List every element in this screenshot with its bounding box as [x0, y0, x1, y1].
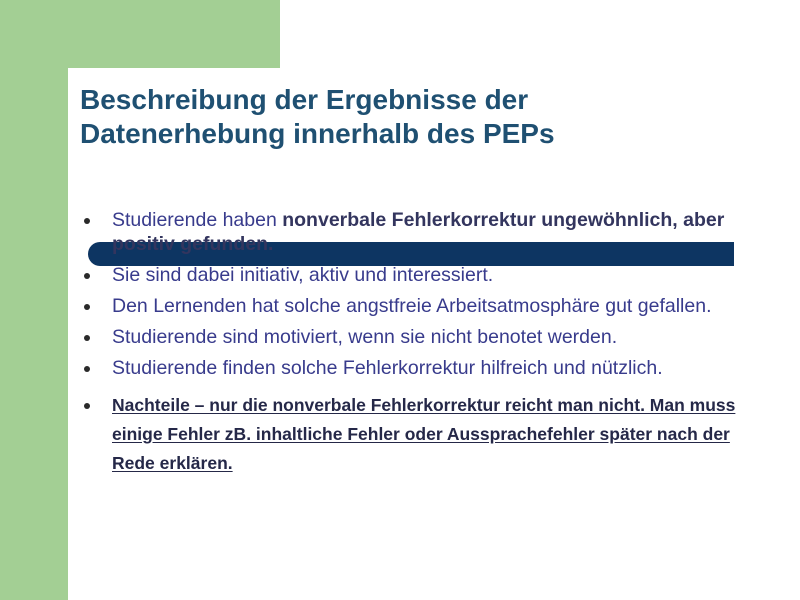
green-accent-left — [0, 0, 68, 600]
bullet-item — [84, 325, 764, 349]
bullet-icon — [84, 335, 90, 341]
bullet-text: Studierende haben — [112, 209, 283, 231]
bullet-list — [84, 208, 764, 485]
bullet-item — [84, 294, 764, 318]
bullet-icon — [84, 403, 90, 409]
bullet-item — [84, 208, 764, 256]
bullet-icon — [84, 273, 90, 279]
bullet-item — [84, 356, 764, 380]
bullet-item — [84, 263, 764, 287]
bullet-item-drawbacks — [84, 391, 764, 478]
bullet-text: Sie sind dabei initiativ, aktiv und interessiert. — [112, 264, 494, 286]
bullet-text: Studierende sind motiviert, wenn sie nicht benotet werden. — [112, 326, 618, 348]
bullet-text-bold: nonverbale Fehlerkorrektur ungewöhnlich, aber positiv gefunden. — [112, 209, 725, 255]
green-accent-top — [0, 0, 280, 68]
bullet-icon — [84, 218, 90, 224]
bullet-text: Den Lernenden hat solche angstfreie Arbeitsatmosphäre gut gefallen. — [112, 295, 712, 317]
slide-title: Beschreibung der Ergebnisse der Datenerhebung innerhalb des PEPs — [80, 84, 555, 149]
bullet-icon — [84, 304, 90, 310]
bullet-icon — [84, 366, 90, 372]
bullet-text: Nachteile – nur die nonverbale Fehlerkorrektur reicht man nicht. Man muss einige Fehler zB. inhaltliche Fehler oder Aussprachefehler später nach der Rede erklären. — [112, 395, 736, 473]
bullet-text: Studierende finden solche Fehlerkorrektur hilfreich und nützlich. — [112, 357, 663, 379]
